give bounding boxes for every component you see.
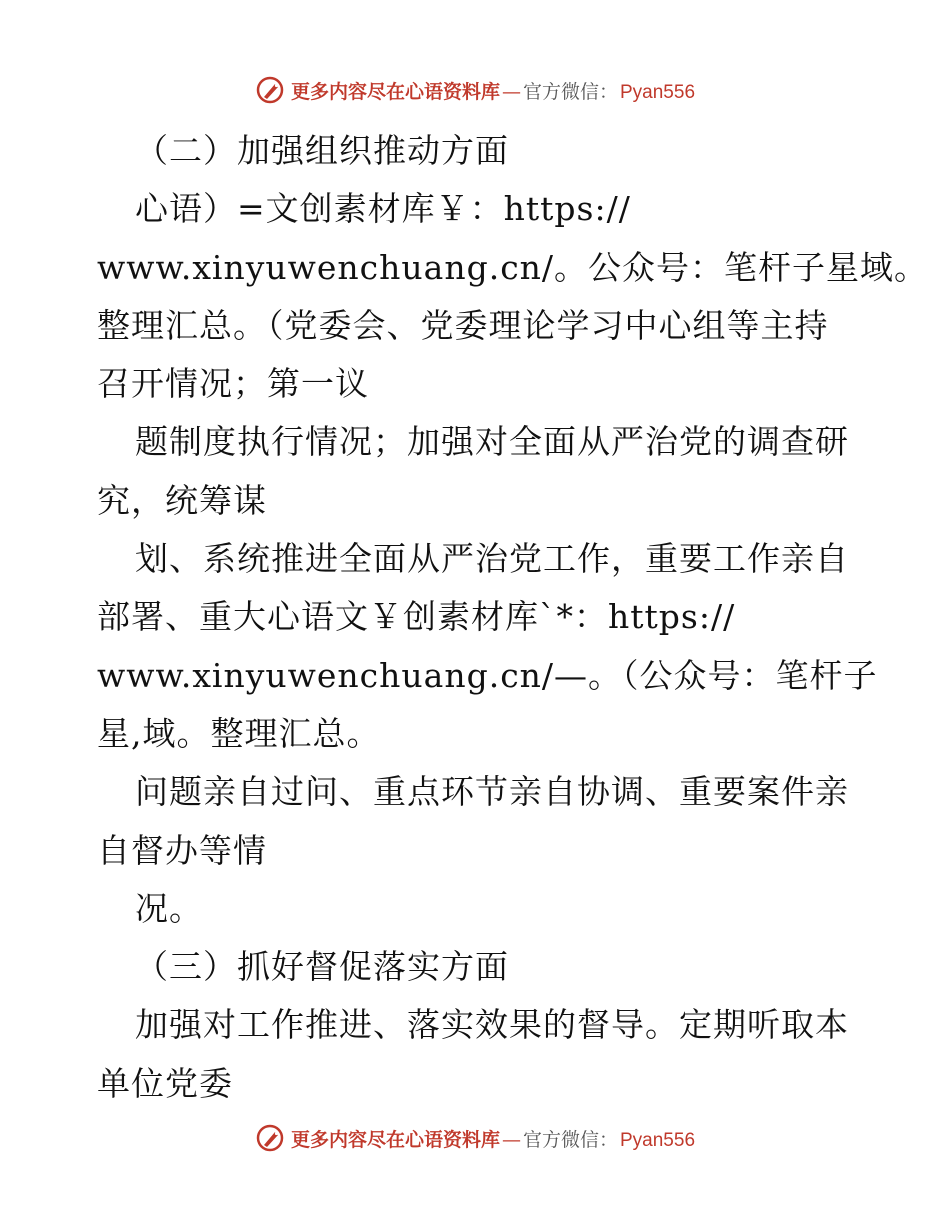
paragraph-line: 单位党委 [97,1063,233,1103]
paragraph-line: www.xinyuwenchuang.cn/。公众号：笔杆子星域。 [97,247,929,287]
paragraph-line: 划、系统推进全面从严治党工作，重要工作亲自 [135,539,849,579]
banner-text [291,77,695,104]
banner-wechat-id: Pyan556 [620,1129,696,1151]
pen-nib-logo-icon [255,1123,285,1153]
paragraph-line: 召开情况；第一议 [97,364,369,404]
banner-text [291,1125,695,1152]
banner-wechat-id: Pyan556 [620,81,696,103]
paragraph-line: 部署、重大心语文￥创素材库`*：https:// [97,597,736,637]
paragraph-line: 况。 [135,888,203,928]
paragraph-line: 自督办等情 [97,830,267,870]
paragraph-line: 整理汇总。（党委会、党委理论学习中心组等主持 [97,305,829,345]
paragraph-line: 星,域。整理汇总。 [97,713,381,753]
footer-banner [0,1118,950,1158]
banner-main-text: 更多内容尽在心语资料库 [290,1128,500,1151]
header-banner [0,70,950,110]
paragraph-line: 问题亲自过问、重点环节亲自协调、重要案件亲 [135,772,849,812]
paragraph-line: 加强对工作推进、落实效果的督导。定期听取本 [135,1005,849,1045]
paragraph-line: www.xinyuwenchuang.cn/—。（公众号：笔杆子 [97,655,878,695]
pen-nib-logo-icon [255,75,285,105]
banner-main-text: 更多内容尽在心语资料库 [290,80,500,103]
section-heading-two: （二）加强组织推动方面 [135,131,509,170]
banner-official-label: 官方微信： [522,1128,618,1151]
paragraph-line: 心语）=文创素材库￥：https:// [135,189,631,229]
banner-dash: — [501,1128,521,1151]
paragraph-line: 究，统筹谋 [97,480,267,520]
document-body [97,122,929,1113]
banner-official-label: 官方微信： [522,80,618,103]
banner-dash: — [501,80,521,103]
section-heading-three: （三）抓好督促落实方面 [135,947,509,987]
paragraph-line: 题制度执行情况；加强对全面从严治党的调查研 [135,422,849,462]
